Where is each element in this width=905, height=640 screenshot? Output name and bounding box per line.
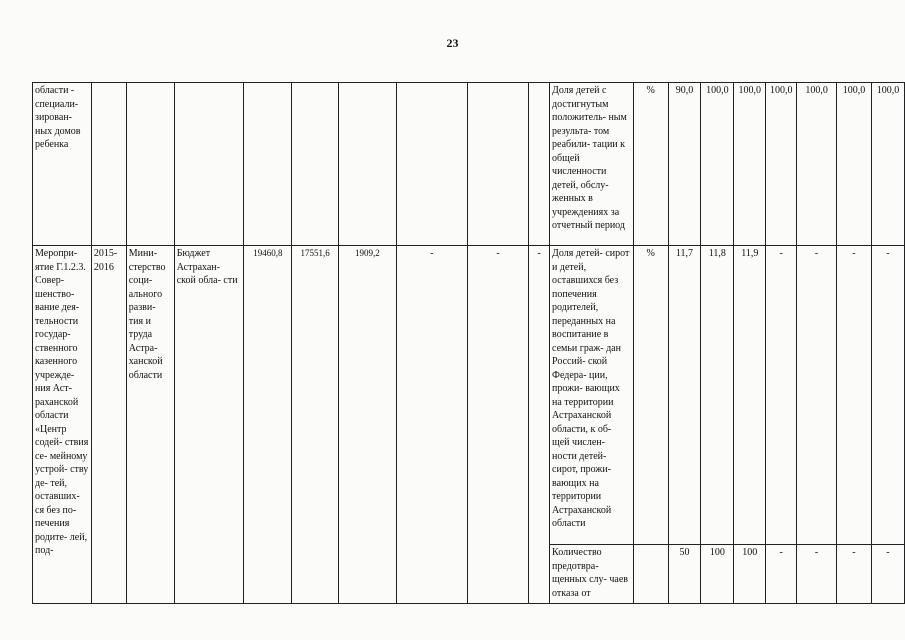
year-2016-cell: 1909,2	[339, 246, 397, 604]
total-cell	[244, 83, 292, 246]
value-cell: 100,0	[871, 83, 904, 246]
value-cell: -	[766, 545, 797, 604]
total-cell: 19460,8	[244, 246, 292, 604]
value-cell: 11,8	[701, 246, 734, 545]
value-cell: 50	[668, 545, 701, 604]
value-cell: 100,0	[837, 83, 872, 246]
value-cell: 100,0	[797, 83, 837, 246]
value-cell: -	[871, 545, 904, 604]
year-2016-cell	[339, 83, 397, 246]
value-cell: 11,7	[668, 246, 701, 545]
year-2017-cell	[396, 83, 467, 246]
program-measures-table	[32, 82, 905, 604]
year-2019-cell	[529, 83, 550, 246]
page-number: 23	[446, 36, 459, 50]
value-cell: 100	[734, 545, 766, 604]
value-cell: 90,0	[668, 83, 701, 246]
period-cell: 2015- 2016	[91, 246, 126, 604]
unit-cell: %	[633, 246, 668, 545]
value-cell: 100,0	[701, 83, 734, 246]
indicator-cell: Количество предотвра- щенных слу- чаев отказа от	[550, 545, 634, 604]
measure-cell: Меропри- ятие Г.1.2.3. Совер- шенство- вание дея- тельности государ- ственного казенного учрежде- ния Аст- раханской области «Центр содей- ствия се- мейному устрой- ству де- тей, оставших- ся без по- печения родите- лей, под-	[33, 246, 92, 604]
year-2015-cell: 17551,6	[292, 246, 339, 604]
year-2019-cell: -	[529, 246, 550, 604]
source-cell	[174, 83, 244, 246]
indicator-cell: Доля детей- сирот и детей, оставшихся без попечения родителей, переданных на воспитание в семьи граж- дан Россий- ской Федера- ции, прожи- вающих на территории Астраханской области, к об- щей числен- ности детей- сирот, прожи- вающих на территории Астраханской области	[550, 246, 634, 545]
executor-cell	[126, 83, 174, 246]
indicator-cell: Доля детей с достигнутым положитель- ным результа- том реабили- тации к общей численности детей, обслу- женных в учреждениях за отчетный период	[550, 83, 634, 246]
year-2015-cell	[292, 83, 339, 246]
value-cell: -	[766, 246, 797, 545]
value-cell: -	[797, 545, 837, 604]
value-cell: 100	[701, 545, 734, 604]
unit-cell: %	[633, 83, 668, 246]
table-row	[33, 83, 905, 246]
year-2017-cell: -	[396, 246, 467, 604]
value-cell: 11,9	[734, 246, 766, 545]
period-cell	[91, 83, 126, 246]
measure-cell: области - специали- зирован- ных домов ребенка	[33, 83, 92, 246]
value-cell: 100,0	[734, 83, 766, 246]
value-cell: -	[837, 545, 872, 604]
value-cell: -	[797, 246, 837, 545]
year-2018-cell	[467, 83, 528, 246]
unit-cell	[633, 545, 668, 604]
value-cell: 100,0	[766, 83, 797, 246]
value-cell: -	[837, 246, 872, 545]
executor-cell: Мини- стерство соци- ального разви- тия и труда Астра- ханской области	[126, 246, 174, 604]
value-cell: -	[871, 246, 904, 545]
source-cell: Бюджет Астрахан- ской обла- сти	[174, 246, 244, 604]
table-row	[33, 246, 905, 545]
year-2018-cell: -	[467, 246, 528, 604]
